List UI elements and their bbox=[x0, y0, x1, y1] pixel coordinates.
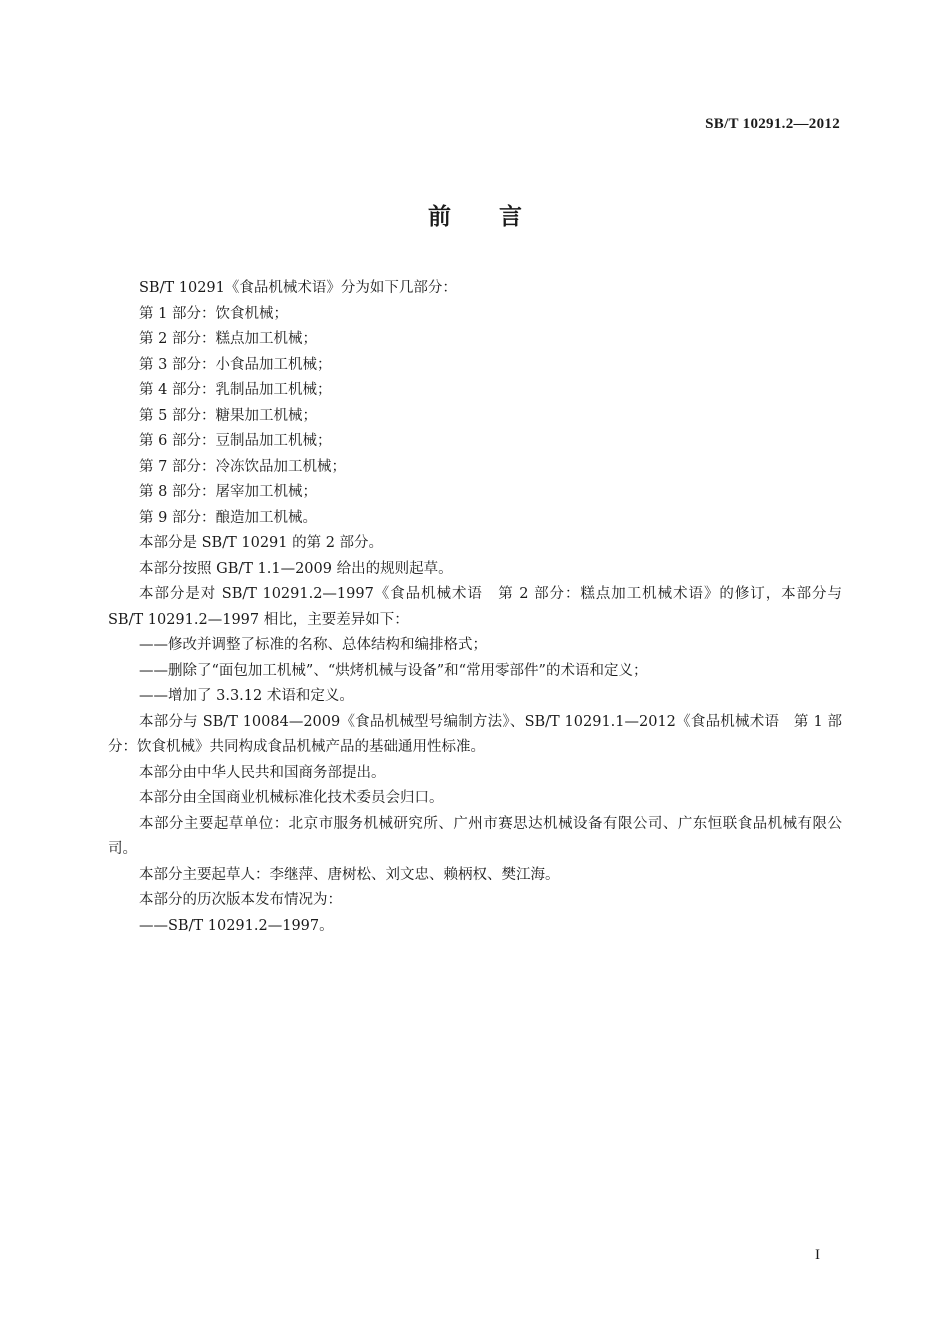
paragraph: 第 7 部分：冷冻饮品加工机械； bbox=[139, 458, 346, 475]
paragraph: ——删除了“面包加工机械”、“烘烤机械与设备”和“常用零部件”的术语和定义； bbox=[139, 662, 648, 679]
paragraph: 本部分主要起草单位：北京市服务机械研究所、广州市赛思达机械设备有限公司、广东恒联食品机械有限公司。 bbox=[108, 815, 842, 857]
paragraph: ——修改并调整了标准的名称、总体结构和编排格式； bbox=[139, 637, 487, 653]
paragraph: 本部分由中华人民共和国商务部提出。 bbox=[139, 764, 386, 781]
paragraph: 本部分由全国商业机械标准化技术委员会归口。 bbox=[139, 790, 444, 806]
page-number: I bbox=[815, 1247, 820, 1263]
paragraph: ——SB/T 10291.2—1997。 bbox=[139, 917, 334, 934]
paragraph: 本部分是对 SB/T 10291.2—1997《食品机械术语 第 2 部分：糕点加工机械术语》的修订，本部分与 SB/T 10291.2—1997 相比，主要差异如下： bbox=[108, 586, 842, 628]
standard-code: SB/T 10291.2—2012 bbox=[705, 116, 840, 132]
paragraph: 第 8 部分：屠宰加工机械； bbox=[139, 484, 317, 500]
paragraph: 第 5 部分：糖果加工机械； bbox=[139, 407, 317, 424]
paragraph: 本部分按照 GB/T 1.1—2009 给出的规则起草。 bbox=[139, 560, 453, 577]
paragraph: 本部分的历次版本发布情况为： bbox=[139, 892, 342, 908]
paragraph: 第 2 部分：糕点加工机械； bbox=[139, 331, 317, 347]
paragraph: 第 4 部分：乳制品加工机械； bbox=[139, 382, 332, 398]
paragraph: 第 3 部分：小食品加工机械； bbox=[139, 356, 332, 373]
paragraph: 本部分是 SB/T 10291 的第 2 部分。 bbox=[139, 535, 384, 551]
foreword-body bbox=[108, 276, 842, 939]
paragraph: SB/T 10291《食品机械术语》分为如下几部分： bbox=[139, 280, 457, 296]
paragraph: 第 1 部分：饮食机械； bbox=[139, 305, 288, 322]
paragraph: 第 9 部分：酿造加工机械。 bbox=[139, 509, 317, 526]
paragraph: 第 6 部分：豆制品加工机械； bbox=[139, 433, 332, 449]
paragraph: 本部分主要起草人：李继萍、唐树松、刘文忠、赖柄权、樊江海。 bbox=[139, 866, 560, 883]
paragraph: 本部分与 SB/T 10084—2009《食品机械型号编制方法》、SB/T 10291.1—2012《食品机械术语 第 1 部分：饮食机械》共同构成食品机械产品的基础通用性标准。 bbox=[108, 713, 842, 755]
page-title: 前言 bbox=[428, 204, 570, 230]
paragraph: ——增加了 3.3.12 术语和定义。 bbox=[139, 688, 354, 704]
